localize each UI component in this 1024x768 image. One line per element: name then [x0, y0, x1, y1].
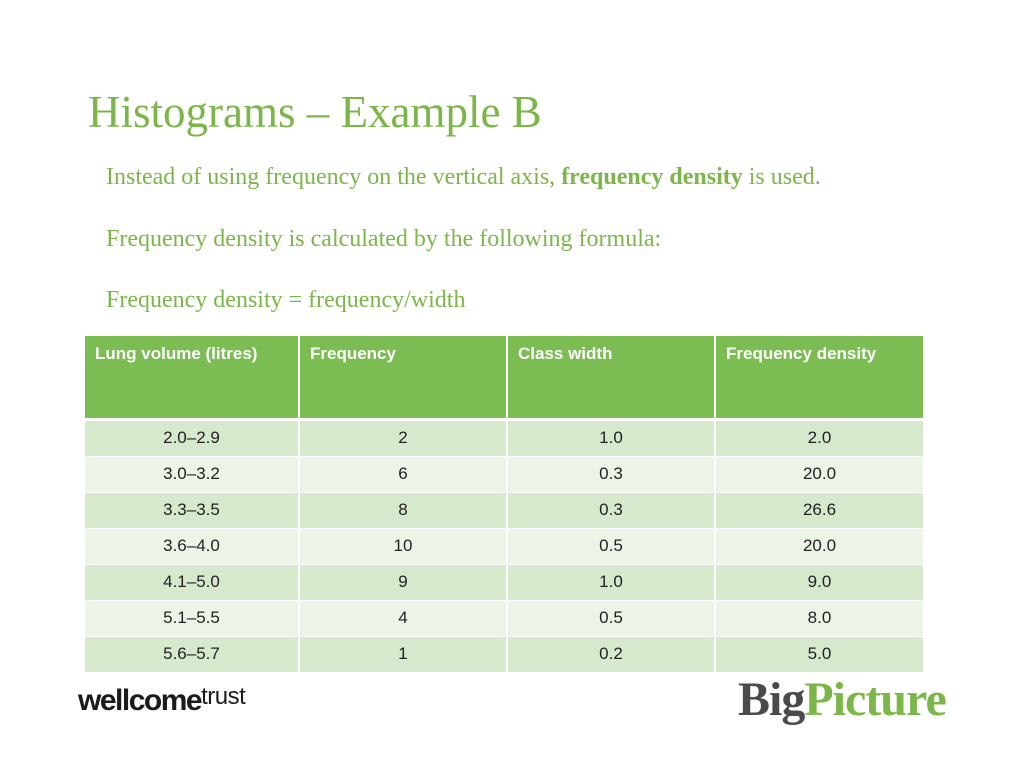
- cell-frequency-density: 2.0: [715, 419, 923, 456]
- cell-class-width: 0.3: [507, 456, 715, 492]
- cell-lung-volume: 3.6–4.0: [85, 528, 299, 564]
- cell-class-width: 0.5: [507, 600, 715, 636]
- cell-frequency-density: 20.0: [715, 456, 923, 492]
- intro-paragraph: [106, 164, 821, 191]
- formula-intro-paragraph: Frequency density is calculated by the following formula:: [106, 226, 662, 252]
- cell-frequency-density: 9.0: [715, 564, 923, 600]
- table-row: [85, 419, 923, 456]
- cell-lung-volume: 2.0–2.9: [85, 419, 299, 456]
- cell-lung-volume: 3.3–3.5: [85, 492, 299, 528]
- header-lung-volume: Lung volume (litres): [85, 336, 299, 419]
- cell-frequency: 1: [299, 636, 507, 672]
- table-row: [85, 456, 923, 492]
- wellcome-logo-bold: wellcome: [78, 684, 202, 717]
- wellcome-logo-light: trust: [201, 683, 246, 710]
- cell-frequency: 4: [299, 600, 507, 636]
- cell-lung-volume: 4.1–5.0: [85, 564, 299, 600]
- cell-lung-volume: 3.0–3.2: [85, 456, 299, 492]
- cell-frequency-density: 20.0: [715, 528, 923, 564]
- table-row: [85, 528, 923, 564]
- intro-text-start: Instead of using frequency on the vertical axis,: [106, 164, 562, 190]
- big-picture-logo-picture: Picture: [804, 673, 946, 726]
- big-picture-logo: [738, 672, 946, 727]
- cell-lung-volume: 5.1–5.5: [85, 600, 299, 636]
- header-frequency: Frequency: [299, 336, 507, 419]
- cell-class-width: 0.5: [507, 528, 715, 564]
- cell-frequency: 6: [299, 456, 507, 492]
- table-row: [85, 492, 923, 528]
- lung-volume-table: [85, 336, 923, 673]
- table-header-row: [85, 336, 923, 419]
- table-row: [85, 600, 923, 636]
- cell-lung-volume: 5.6–5.7: [85, 636, 299, 672]
- cell-class-width: 0.2: [507, 636, 715, 672]
- table-row: [85, 636, 923, 672]
- cell-frequency-density: 5.0: [715, 636, 923, 672]
- intro-emphasis: frequency density: [561, 164, 743, 190]
- header-frequency-density: Frequency density: [715, 336, 923, 419]
- cell-frequency: 9: [299, 564, 507, 600]
- formula-paragraph: Frequency density = frequency/width: [106, 287, 466, 313]
- cell-frequency: 8: [299, 492, 507, 528]
- cell-class-width: 1.0: [507, 419, 715, 456]
- slide-title: Histograms – Example B: [88, 87, 542, 137]
- intro-text-end: is used.: [742, 164, 821, 190]
- cell-frequency-density: 8.0: [715, 600, 923, 636]
- cell-frequency: 2: [299, 419, 507, 456]
- cell-frequency-density: 26.6: [715, 492, 923, 528]
- wellcome-trust-logo: [78, 684, 245, 718]
- cell-class-width: 0.3: [507, 492, 715, 528]
- cell-class-width: 1.0: [507, 564, 715, 600]
- big-picture-logo-big: Big: [738, 673, 805, 726]
- table-row: [85, 564, 923, 600]
- header-class-width: Class width: [507, 336, 715, 419]
- cell-frequency: 10: [299, 528, 507, 564]
